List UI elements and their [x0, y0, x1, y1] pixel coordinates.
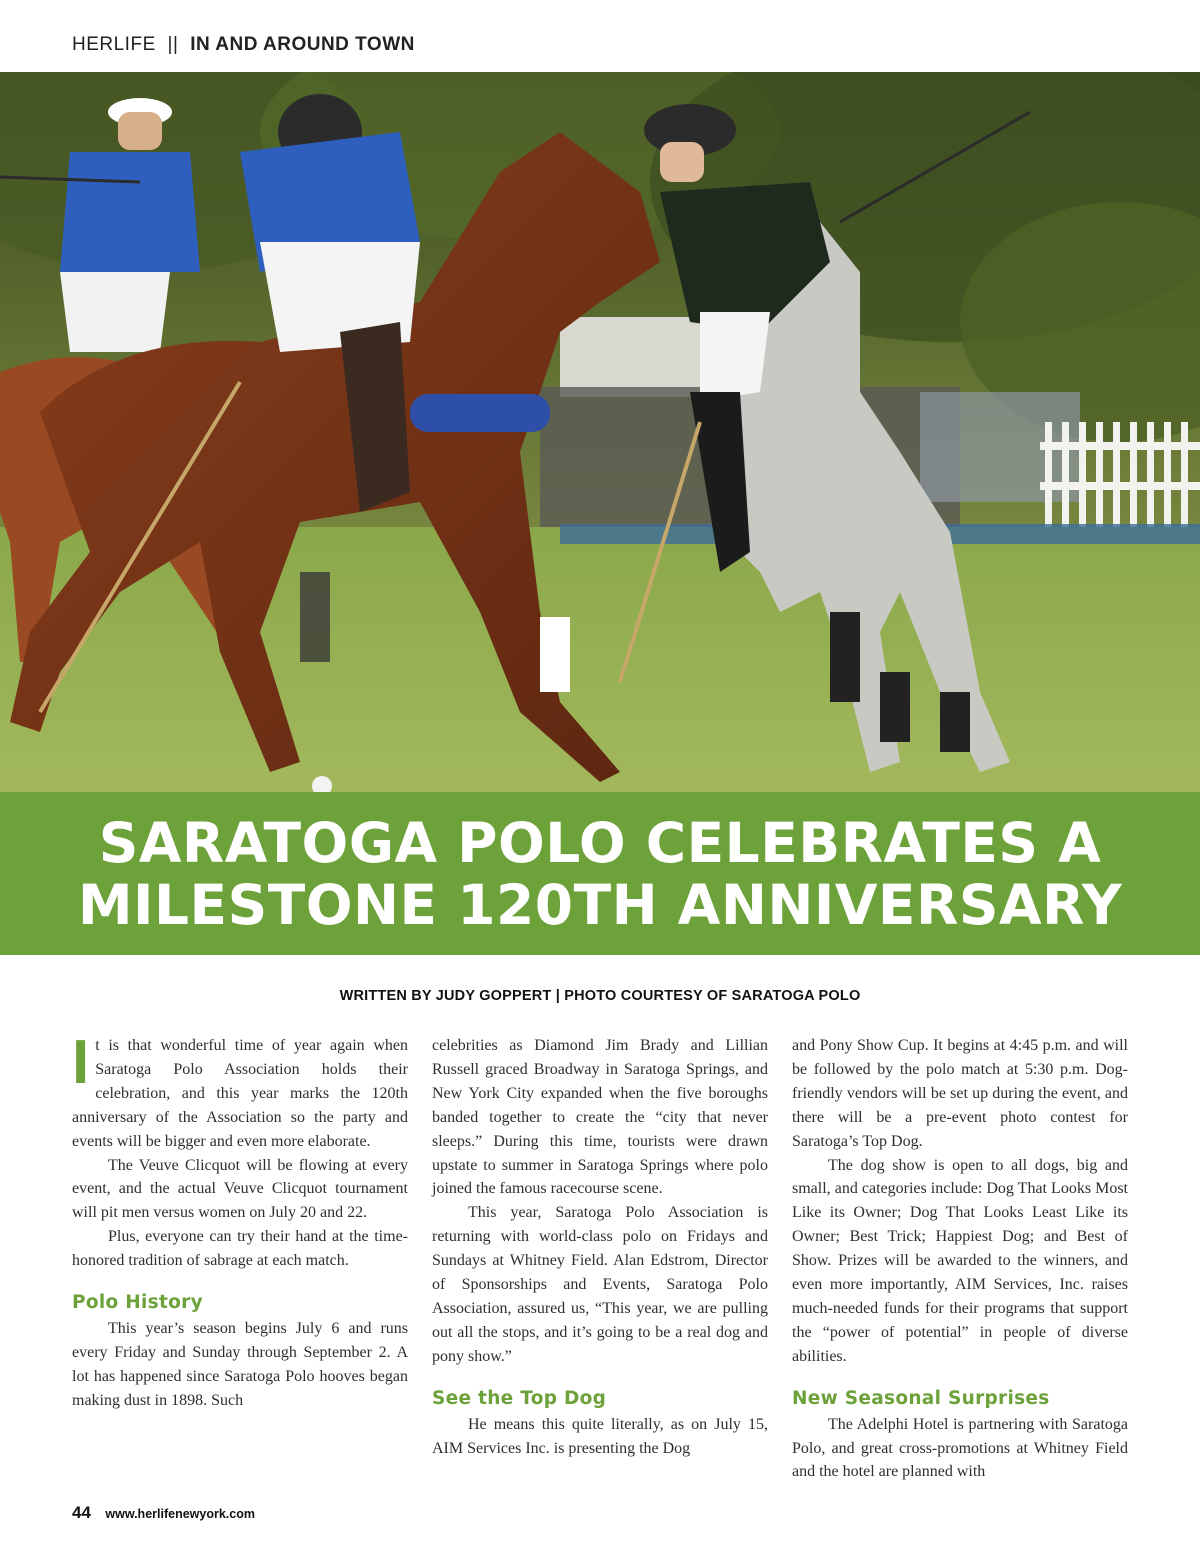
article-paragraph: This year’s season begins July 6 and runs every Friday and Sunday through September 2. A lot has happened since Saratoga Polo hooves began making dust in 1898. Such: [72, 1319, 408, 1409]
running-head: [72, 34, 415, 56]
article-title-line-2: MILESTONE 120TH ANNIVERSARY: [77, 872, 1123, 937]
byline: WRITTEN BY JUDY GOPPERT | PHOTO COURTESY OF SARATOGA POLO: [339, 988, 861, 1004]
header-separator: ||: [167, 34, 179, 55]
article-paragraph: This year, Saratoga Polo Association is returning with world-class polo on Fridays and Sundays at Whitney Field. Alan Edstrom, Director of Sponsorships and Events, Saratoga Polo Association, assured us, “This year, we are pulling out all the stops, and it’s going to be a real dog and pony show.”: [432, 1204, 768, 1365]
article-title-line-1: SARATOGA POLO CELEBRATES A: [98, 810, 1102, 875]
article-paragraph: celebrities as Diamond Jim Brady and Lillian Russell graced Broadway in Saratoga Springs, and New York City expanded when the five boroughs banded together to create the “city that never sleeps.” During this time, tourists were drawn upstate to summer in Saratoga Springs where polo joined the famous racecourse scene.: [432, 1037, 768, 1198]
article-paragraph: Plus, everyone can try their hand at the time-honored tradition of sabrage at each match.: [72, 1228, 408, 1270]
article-paragraph: The Veuve Clicquot will be flowing at every event, and the actual Veuve Clicquot tournament will pit men versus women on July 20 and 22.: [72, 1156, 408, 1222]
page-footer: [72, 1503, 255, 1523]
article-column-2: [432, 1034, 768, 1460]
website-url: www.herlifenewyork.com: [105, 1507, 255, 1521]
page-number: 44: [72, 1503, 91, 1522]
title-band: [0, 792, 1200, 955]
subhead-see-the-top-dog: See the Top Dog: [432, 1387, 607, 1409]
section-name: IN AND AROUND TOWN: [190, 34, 415, 55]
article-paragraph: The dog show is open to all dogs, big and small, and categories include: Dog That Looks Most Like its Owner; Dog That Looks Least Like its Owner; Best Trick; Happiest Dog; and Best of Show. Prizes will be awarded to the winners, and even more importantly, AIM Services, Inc. raises much-needed funds for their programs that support the “power of potential” in people of diverse abilities.: [792, 1156, 1128, 1365]
article-paragraph: The Adelphi Hotel is partnering with Saratoga Polo, and great cross-promotions at Whitney Field and the hotel are planned with: [792, 1415, 1128, 1481]
subhead-polo-history: Polo History: [72, 1292, 203, 1314]
article-paragraph: and Pony Show Cup. It begins at 4:45 p.m. and will be followed by the polo match at 5:30 p.m. Dog-friendly vendors will be set up during the event, and there will be a pre-event photo contest for Saratoga’s Top Dog.: [792, 1037, 1128, 1150]
article-column-1: [72, 1028, 408, 1413]
article-paragraph: He means this quite literally, as on July 15, AIM Services Inc. is presenting the Dog: [432, 1415, 768, 1457]
article-paragraph: It is that wonderful time of year again when Saratoga Polo Association holds their celebration, and this year marks the 120th anniversary of the Association so the party and events will be bigger and even more elaborate.: [72, 1028, 408, 1150]
dropcap: I: [72, 1028, 90, 1097]
polo-match-photo: [0, 72, 1200, 792]
magazine-name: HERLIFE: [72, 34, 156, 55]
article-column-3: [792, 1034, 1128, 1484]
subhead-new-seasonal-surprises: New Seasonal Surprises: [792, 1387, 1050, 1409]
